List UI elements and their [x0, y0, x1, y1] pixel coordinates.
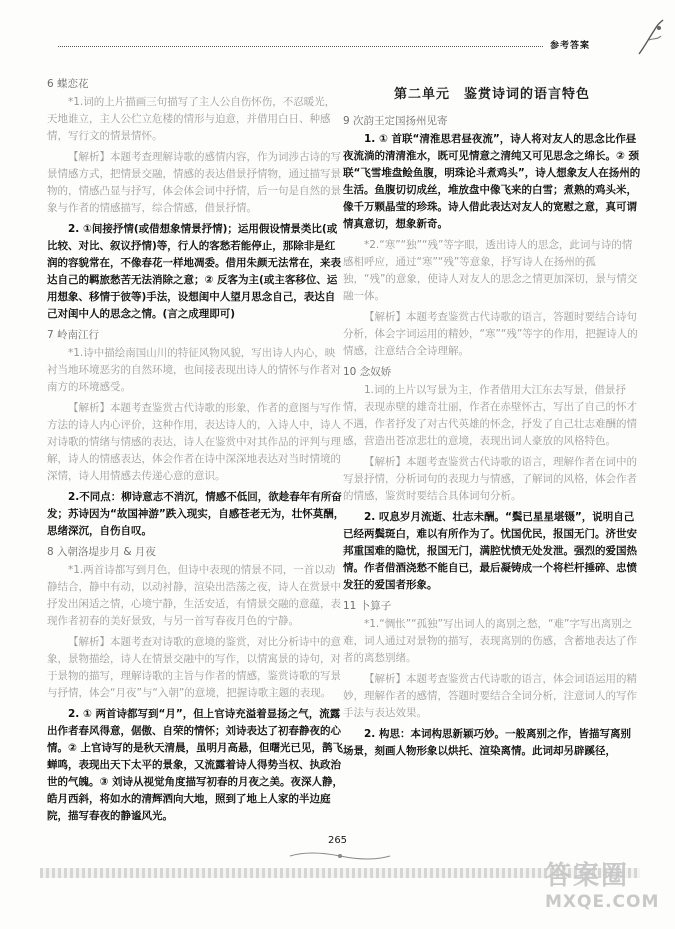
answer-paragraph: 【解析】本题考查对诗歌的意境的鉴赏，对比分析诗中的意象，景物描绘，诗人在情景交融中的写作，以情寓景的诗句，对于景物的描写，理解诗歌的主旨与作者的情感，鉴赏诗歌的写景与抒情，体会“月夜”与“入朝”的意境，把握诗歌主题的表现。: [47, 636, 341, 699]
right-column: [343, 76, 641, 764]
poem-title: 6 蝶恋花: [47, 78, 89, 90]
answer-paragraph: *2.“寒”“独”“残”等字眼，透出诗人的思念，此词与诗的情感相呼应，通过“寒”“残”等意象，抒写诗人在扬州的孤独，“残”的意象，使诗人对友人的思念之情更加深切，景与情交融一体。: [343, 239, 638, 302]
poem-title: 8 入朝洛堤步月 & 月夜: [47, 546, 156, 558]
answer-paragraph: 1.词的上片以写景为主，作者借用大江东去写景，借景抒情，表现赤壁的雄奇壮丽，作者在赤壁怀古，写出了自己的怀才不遇，作者抒发了对古代英雄的怀念，抒发了自己壮志难酬的情感，营造出苍凉悲壮的意境，表现出词人豪放的风格特色。: [343, 384, 637, 447]
answer-paragraph: 【解析】本题考查鉴赏古代诗歌的形象，作者的意图与写作方法的诗人内心评价，这种作用，表达诗人的，入诗人中，诗人对诗歌的情绪与情感的表达，诗人在鉴赏中对其作品的评判与理解，诗人的情感表达，体会作者在诗中深深地表达对当时情境的深情，诗人用情感去传递心意的意识。: [47, 402, 341, 482]
answer-paragraph: 2.不同点：柳诗意志不消沉，情感不低回，欲趁春年有所奋发；苏诗因为“故国神游”跌入现实，自感苍老无为，壮怀莫酬，思绪深沉，自伤自叹。: [47, 491, 345, 537]
answer-paragraph: *1.两首诗都写到月色，但诗中表现的情景不同，一首以动静结合，静中有动，以动衬静，渲染出浩荡之夜，诗人在赏景中抒发出闲适之情，心境宁静，生活安适，有情景交融的意蕴，表现作者初春的美好景致，与另一首写春夜月色的宁静。: [47, 564, 341, 627]
header-rule: [58, 46, 543, 47]
answer-paragraph: *1.词的上片描画三句描写了主人公自伤怀伤，不忍暖光，天地谁立，主人公伫立危楼的情形与迫意，并借用白日、种感情，写行文的情景情怀。: [47, 96, 336, 142]
answer-paragraph: 2. ① 两首诗都写到“月”，但上官诗充溢着显扬之气，流露出作者春风得意，倨傲、自荣的情怀；刘诗表达了初春静夜的心情。② 上官诗写的是秋天清晨，虽明月高悬，但曙光已见，鹊飞蝉鸣，表现出天下太平的景象，又流露着诗人得势当权、执政治世的气魄。③ 刘诗从视觉角度描写初春的月夜之美。夜深人静，皓月西斜，将如水的清辉洒向大地，照到了地上人家的半边庭院，描写春夜的静谧风光。: [47, 708, 344, 822]
watermark-logo: 答案圈: [545, 861, 630, 891]
answer-paragraph: 【解析】本题考查鉴赏古代诗歌的语言，答题时要结合诗句分析，体会字词运用的精妙，“寒”“残”等字的作用，把握诗人的情感，注意结合全诗理解。: [343, 311, 638, 357]
left-column: [47, 76, 345, 829]
unit-title: 第二单元 鉴赏诗词的语言特色: [393, 87, 590, 102]
watermark: [545, 855, 670, 925]
watermark-url: MXQE.COM: [545, 892, 660, 912]
header-title: 参考答案: [550, 41, 591, 51]
ink-ornament-icon: [635, 18, 665, 58]
answer-paragraph: 【解析】本题考查理解诗歌的感情内容，作为词涉古诗的写景情感方式，把情景交融，情感的表达借景抒情物，通过描写景物的，情感凸显与抒写，体会体会词中抒情，后一句是自然的景象与作者的情感描写，综合情感，借景抒情。: [47, 151, 341, 214]
answer-paragraph: 2. 构思：本词构思新颖巧妙。一般离别之作，皆描写离别场景，刻画人物形象以烘托、渲染离情。此词却另辟蹊径，: [343, 728, 631, 757]
answer-paragraph: 【解析】本题考查鉴赏古代诗歌的语言，理解作者在词中的写景抒情，分析词句的表现力与情感，了解词的风格，体会作者的情感，鉴赏时要结合具体词句分析。: [343, 456, 637, 502]
answer-paragraph: *1.诗中描绘南国山川的特征风物风貌，写出诗人内心，映衬当地环境恶劣的自然环境，也间接表现出诗人的情怀与作者对南方的环境感受。: [47, 347, 341, 393]
answer-paragraph: 【解析】本题考查鉴赏古代诗歌的语言，体会词语运用的精妙，理解作者的感情，答题时要结合全词分析，注意词人的写作手法与表达效果。: [343, 673, 637, 719]
poem-title: 9 次韵王定国扬州见寄: [343, 115, 448, 127]
page-footer-ornament-icon: [280, 850, 400, 862]
poem-title: 10 念奴娇: [343, 366, 392, 378]
poem-title: 7 岭南江行: [47, 329, 100, 341]
answer-paragraph: 1. ① 首联“清淮思君昼夜流”，诗人将对友人的思念比作昼夜流淌的清清淮水，既可见情意之清纯又可见思念之绵长。② 颈联“飞雪堆盘鲙鱼腹，明珠论斗煮鸡头”，诗人想象友人在扬州的生活。鱼腹切切成丝，堆放盘中像飞来的白雪；煮熟的鸡头米，像千万颗晶莹的珍珠。诗人借此表达对友人的宽慰之意，真可谓情真意切，想象新奇。: [343, 133, 641, 230]
answer-paragraph: 2. 叹息岁月流逝、壮志未酬。“鬓已星星堪镊”，说明自己已经两鬓斑白，难以有所作为了。忧国优民，报国无门。济世安邦重国难的隐忧，报国无门，满腔忧愤无处发泄。强烈的爱国热情。作者借酒浇愁不能自已，最后凝铸成一个将栏杆捶碎、忠愤发狂的爱国者形象。: [343, 511, 637, 591]
poem-title: 11 卜算子: [343, 600, 392, 612]
page-number: 265: [327, 835, 348, 846]
answer-paragraph: *1.“惆怅”“孤独”写出词人的离别之愁，“难”字写出离别之难，词人通过对景物的描写，表现离别的伤感，含蓄地表达了作者的离愁别绪。: [343, 618, 637, 664]
answer-paragraph: 2. ①间接抒情(或借想象情景抒情)；运用假设情景类比(或比较、对比、叙议抒情)等，行人的客愁若能停止，那除非是红润的容貌常在，不像春花一样地凋委。借用朱颜无法常在，来表达自己的羁旅愁苦无法消除之意；② 反客为主(或主客移位、运用想象、移情于彼等)手法，设想闺中人望月思念自己，表达自己对闺中人的思念之情。(言之成理即可): [47, 223, 341, 320]
